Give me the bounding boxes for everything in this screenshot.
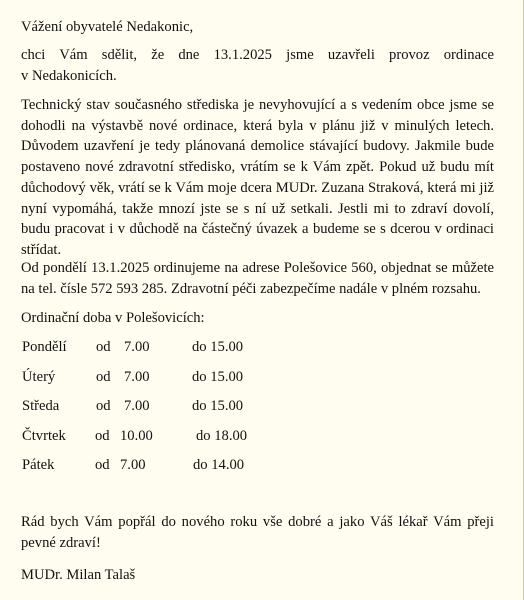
hours-from: 7.00 bbox=[120, 457, 146, 473]
hours-from: 7.00 bbox=[124, 398, 150, 414]
body-line: Technický stav současného střediska je nevyhovující a s vedením obce jsme se bbox=[21, 97, 494, 113]
closing-line: Rád bych Vám popřál do nového roku vše dobré a jako Váš lékař Vám přeji bbox=[21, 514, 494, 530]
body-line: Důvodem uzavření je tedy plánovaná demolice stávající budovy. Jakmile bude bbox=[21, 138, 494, 155]
signature-text: MUDr. Milan Talaš bbox=[21, 567, 136, 583]
hours-to: do 14.00 bbox=[193, 457, 245, 473]
hours-to: do 15.00 bbox=[192, 369, 244, 385]
greeting bbox=[21, 17, 494, 38]
hours-day: Pátek bbox=[22, 457, 55, 473]
signature bbox=[21, 565, 494, 586]
hours-od: od bbox=[96, 339, 111, 355]
body-line: důchodový věk, vrátí se k Vám moje dcera MUDr. Zuzana Straková, která mi již bbox=[21, 179, 494, 196]
hours-row bbox=[0, 367, 524, 387]
intro-line: v Nedakonicích. bbox=[21, 67, 117, 84]
closing-paragraph bbox=[21, 512, 494, 553]
hours-row bbox=[0, 337, 524, 357]
body-line: nyní vypomáhá, takže mnozí jste se s ní už setkali. Jestli mi to zdraví dovolí, bbox=[21, 200, 494, 217]
body-line: dohodli na výstavbě nové ordinace, která byla v plánu již v minulých letech. bbox=[21, 117, 494, 134]
address-line: Od pondělí 13.1.2025 ordinujeme na adrese Polešovice 560, objednat se můžete bbox=[21, 260, 494, 276]
address-paragraph bbox=[21, 258, 494, 299]
intro-line: chci Vám sdělit, že dne 13.1.2025 jsme uzavřeli provoz ordinace bbox=[21, 47, 494, 63]
greeting-text: Vážení obyvatelé Nedakonic, bbox=[21, 19, 194, 35]
hours-day: Čtvrtek bbox=[22, 428, 66, 444]
hours-from: 7.00 bbox=[124, 369, 150, 385]
hours-od: od bbox=[95, 428, 110, 444]
intro-paragraph bbox=[21, 45, 494, 86]
hours-from: 7.00 bbox=[124, 339, 150, 355]
body-line: střídat. bbox=[21, 241, 62, 258]
hours-row bbox=[0, 396, 524, 416]
address-line: na tel. čísle 572 593 285. Zdravotní péči zabezpečíme nadále v plném rozsahu. bbox=[21, 280, 481, 297]
hours-od: od bbox=[96, 369, 111, 385]
body-paragraph bbox=[21, 95, 494, 261]
hours-od: od bbox=[96, 398, 111, 414]
hours-heading-text: Ordinační doba v Polešovicích: bbox=[21, 310, 205, 326]
hours-row bbox=[0, 426, 524, 446]
hours-to: do 15.00 bbox=[192, 339, 244, 355]
body-line: budu pracovat i v důchodě na částečný úvazek a budeme se s dcerou v ordinaci bbox=[21, 221, 494, 238]
hours-day: Úterý bbox=[22, 369, 56, 385]
hours-day: Středa bbox=[22, 398, 60, 414]
body-line: postaveno nové zdravotní středisko, vrátím se k Vám zpět. Pokud už budu mít bbox=[21, 159, 494, 176]
hours-to: do 15.00 bbox=[192, 398, 244, 414]
hours-heading bbox=[21, 308, 494, 329]
hours-from: 10.00 bbox=[120, 428, 153, 444]
hours-od: od bbox=[95, 457, 110, 473]
hours-day: Pondělí bbox=[22, 339, 67, 355]
hours-row bbox=[0, 455, 524, 475]
closing-line: pevné zdraví! bbox=[21, 534, 101, 551]
hours-to: do 18.00 bbox=[196, 428, 248, 444]
